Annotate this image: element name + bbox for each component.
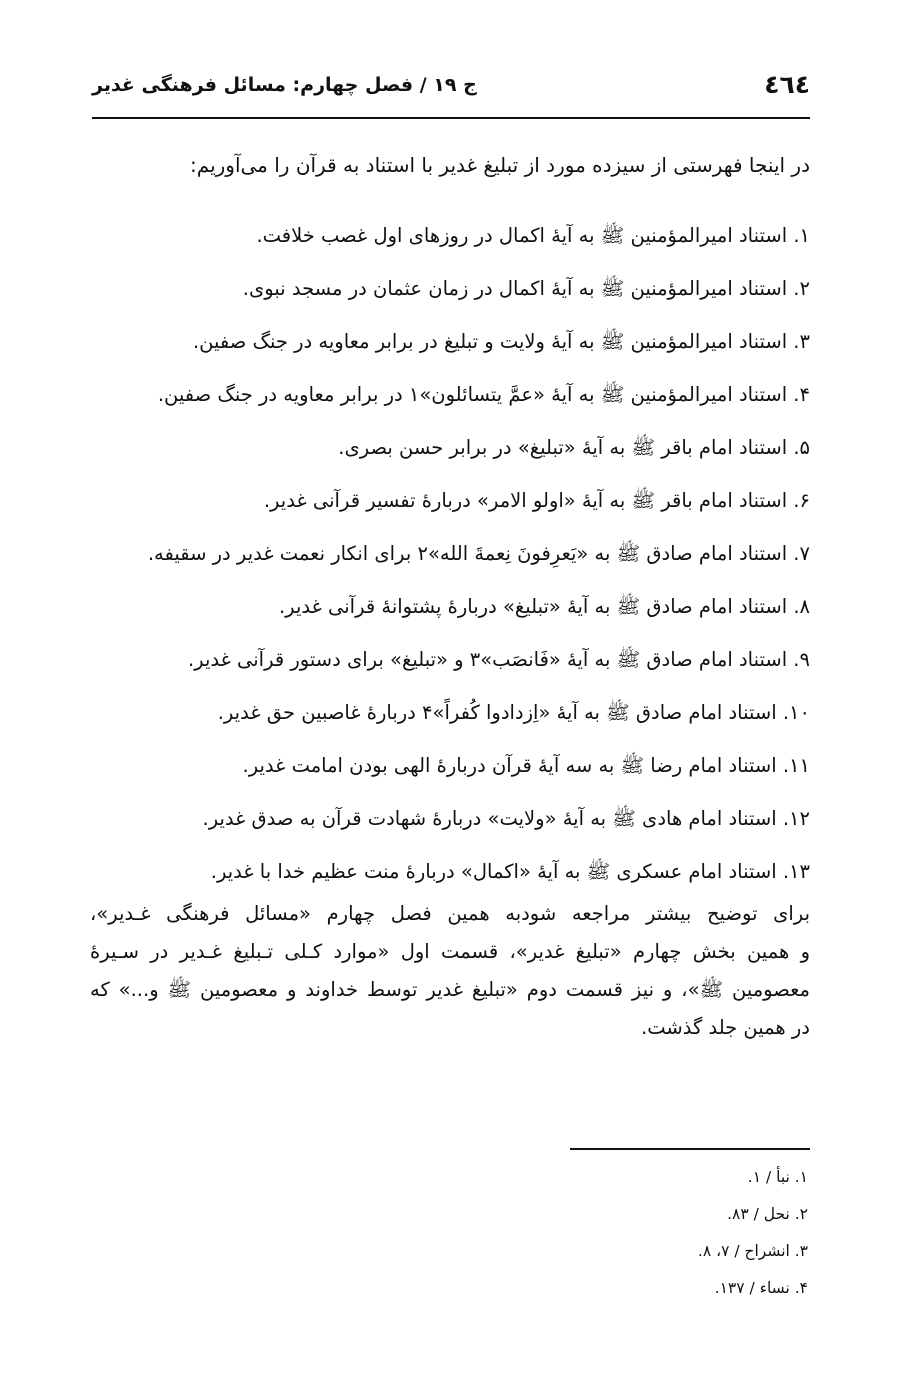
- list-item: ۵. استناد امام باقر ﷺ به آیهٔ «تبلیغ» در برابر حسن بصری.: [338, 436, 810, 459]
- footnote: ۳. انشراح / ۷، ۸.: [697, 1242, 808, 1260]
- list-item: ۶. استناد امام باقر ﷺ به آیهٔ «اولو الامر» دربارهٔ تفسیر قرآنی غدیر.: [263, 489, 810, 512]
- list-item: ۱۰. استناد امام صادق ﷺ به آیهٔ «اِزدادوا کُفراً»۴ دربارهٔ غاصبین حق غدیر.: [217, 701, 810, 724]
- footnote: ۲. نحل / ۸۳.: [727, 1205, 808, 1223]
- paragraph-line: و همین بخش چهارم «تبلیغ غدیر»، قسمت اول «موارد کـلی تـبلیغ غـدیر در سـیرهٔ: [90, 940, 810, 963]
- footnote-rule: [570, 1148, 810, 1150]
- list-item: ۸. استناد امام صادق ﷺ به آیهٔ «تبلیغ» دربارهٔ پشتوانهٔ قرآنی غدیر.: [278, 595, 810, 618]
- citation-list: [90, 216, 810, 905]
- paragraph-line: در همین جلد گذشت.: [641, 1016, 810, 1039]
- page-header: [92, 70, 810, 114]
- paragraph-line: معصومین ﷺ»، و نیز قسمت دوم «تبلیغ غدیر توسط خداوند و معصومین ﷺ و...» که: [90, 978, 810, 1001]
- footnote: ۱. نبأ / ۱.: [747, 1168, 808, 1186]
- list-item: ۴. استناد امیرالمؤمنین ﷺ به آیهٔ «عمَّ یتسائلون»۱ در برابر معاویه در جنگ صفین.: [157, 383, 810, 406]
- footnotes: [508, 1162, 808, 1310]
- list-item: ۹. استناد امام صادق ﷺ به آیهٔ «فَانصَب»۳ و «تبلیغ» برای دستور قرآنی غدیر.: [187, 648, 810, 671]
- closing-paragraph: [90, 895, 810, 1047]
- list-item: ۷. استناد امام صادق ﷺ به «یَعرِفونَ نِعمةَ الله»۲ برای انکار نعمت غدیر در سقیفه.: [147, 542, 810, 565]
- list-item: ۱۱. استناد امام رضا ﷺ به سه آیهٔ قرآن دربارهٔ الهی بودن امامت غدیر.: [242, 754, 810, 777]
- paragraph-line: برای توضیح بیشتر مراجعه شودبه همین فصل چهارم «مسائل فرهنگی غـدیر»،: [90, 902, 810, 925]
- list-item: ۱۲. استناد امام هادی ﷺ به آیهٔ «ولایت» دربارهٔ شهادت قرآن به صدق غدیر.: [202, 807, 810, 830]
- list-item: ۱. استناد امیرالمؤمنین ﷺ به آیهٔ اکمال در روزهای اول غصب خلافت.: [256, 224, 810, 247]
- page-number: ٤٦٤: [764, 70, 810, 99]
- running-title: ج ۱۹ / فصل چهارم: مسائل فرهنگی غدیر: [92, 74, 477, 96]
- list-item: ۲. استناد امیرالمؤمنین ﷺ به آیهٔ اکمال در زمان عثمان در مسجد نبوی.: [242, 277, 810, 300]
- footnote: ۴. نساء / ۱۳۷.: [714, 1279, 808, 1297]
- list-item: ۳. استناد امیرالمؤمنین ﷺ به آیهٔ ولایت و تبلیغ در برابر معاویه در جنگ صفین.: [192, 330, 810, 353]
- header-rule: [92, 117, 810, 119]
- intro-sentence: در اینجا فهرستی از سیزده مورد از تبلیغ غدیر با استناد به قرآن را می‌آوریم:: [190, 153, 810, 177]
- list-item: ۱۳. استناد امام عسکری ﷺ به آیهٔ «اکمال» دربارهٔ منت عظیم خدا با غدیر.: [210, 860, 810, 883]
